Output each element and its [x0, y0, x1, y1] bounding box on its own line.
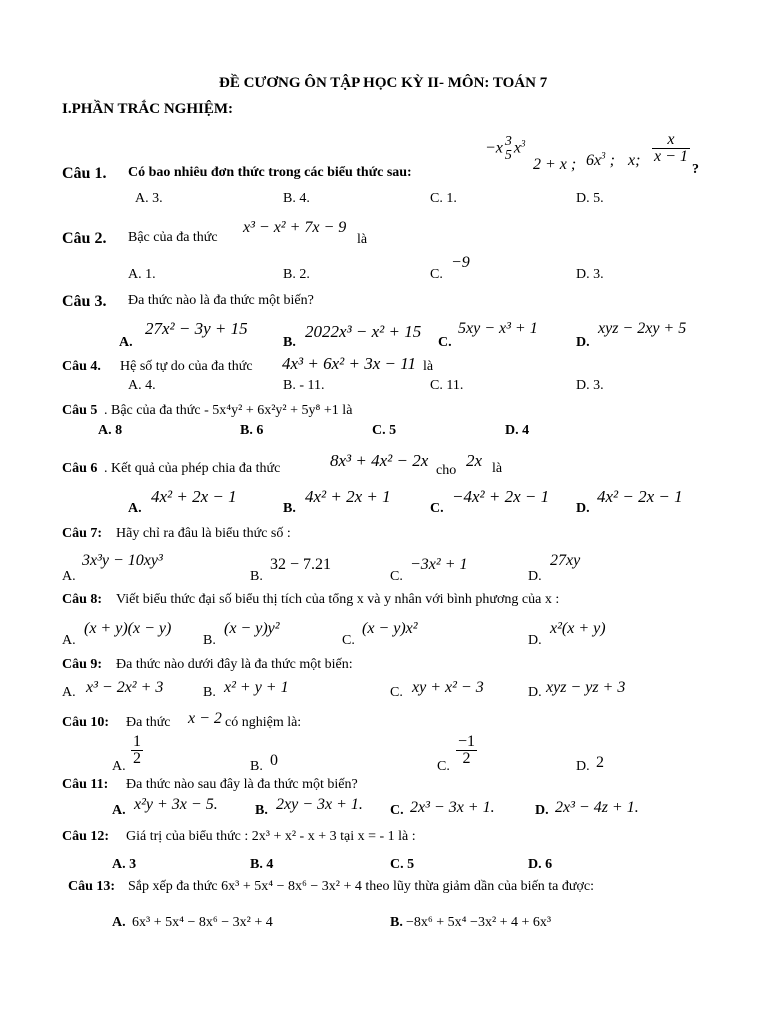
q6-label: Câu 6 [62, 461, 98, 476]
q12-option-c[interactable]: C. 5 [390, 857, 415, 872]
q8-option-c-expr: (x − y)x² [362, 620, 418, 637]
q7-option-b[interactable]: B. [250, 569, 263, 584]
q6-divisor: 2x [466, 451, 483, 470]
q8-text: Viết biểu thức đại số biểu thị tích của tổng x và y nhân với bình phương của x : [116, 592, 560, 607]
q6-text: . Kết quả của phép chia đa thức [104, 461, 281, 476]
q12-label: Câu 12: [62, 829, 110, 844]
q10-label: Câu 10: [62, 715, 110, 730]
q13-option-a-expr: 6x³ + 5x⁴ − 8x⁶ − 3x² + 4 [132, 915, 273, 930]
q2-option-a[interactable]: A. 1. [128, 267, 156, 282]
q9-option-c-expr: xy + x² − 3 [412, 679, 484, 696]
q1-expr-2: 2 + x ; [533, 156, 577, 173]
q5-option-b[interactable]: B. 6 [240, 423, 264, 438]
q2-expr: x³ − x² + 7x − 9 [243, 219, 347, 236]
q1-option-c[interactable]: C. 1. [430, 191, 457, 206]
q5-option-a[interactable]: A. 8 [98, 423, 123, 438]
q10-option-a[interactable]: A. [112, 759, 126, 774]
q5-option-c[interactable]: C. 5 [372, 423, 397, 438]
q8-option-c[interactable]: C. [342, 633, 355, 648]
q4-option-a[interactable]: A. 4. [128, 378, 156, 393]
q11-option-c[interactable]: C. [390, 803, 404, 818]
q6-option-b[interactable]: B. [283, 501, 296, 516]
q9-label: Câu 9: [62, 657, 103, 672]
q9-option-d[interactable]: D. [528, 685, 542, 700]
q10-option-c-expr: $\frac{-1}{2}$ [458, 733, 476, 767]
q10-option-b-expr: 0 [270, 752, 278, 769]
q13-text: Sắp xếp đa thức 6x³ + 5x⁴ − 8x⁶ − 3x² + 4 theo lũy thừa giảm dần của biến ta được: [128, 879, 594, 894]
q7-option-d-expr: 27xy [550, 552, 581, 569]
q4-option-d[interactable]: D. 3. [576, 378, 604, 393]
q8-label: Câu 8: [62, 592, 103, 607]
q10-expr: x − 2 [188, 710, 222, 727]
q8-option-b-expr: (x − y)y² [224, 620, 280, 637]
q10-option-d-expr: 2 [596, 754, 604, 771]
q11-option-b-expr: 2xy − 3x + 1. [276, 796, 363, 813]
q3-option-d-expr: xyz − 2xy + 5 [598, 320, 687, 337]
q6-option-b-expr: 4x² + 2x + 1 [305, 487, 391, 506]
q8-option-d[interactable]: D. [528, 633, 542, 648]
q5-label: Câu 5 [62, 403, 98, 418]
q1-expr-4: x; [628, 152, 641, 169]
q11-text: Đa thức nào sau đây là đa thức một biến? [126, 777, 358, 792]
q4-label: Câu 4. [62, 359, 101, 374]
page-title: ĐỀ CƯƠNG ÔN TẬP HỌC KỲ II- MÔN: TOÁN 7 [219, 75, 548, 91]
q6-option-d-expr: 4x² − 2x − 1 [597, 487, 683, 506]
q1-expr-1: −x 3 5 $x^3$ [485, 134, 526, 163]
q11-option-c-expr: 2x³ − 3x + 1. [410, 799, 495, 816]
q4-option-b[interactable]: B. - 11. [283, 378, 325, 393]
q13-option-a[interactable]: A. [112, 915, 126, 930]
q4-tail: là [423, 359, 434, 374]
q11-option-d-expr: 2x³ − 4z + 1. [555, 799, 639, 816]
q1-option-a[interactable]: A. 3. [135, 191, 163, 206]
q1-label: Câu 1. [62, 165, 107, 182]
q3-option-b-expr: 2022x³ − x² + 15 [305, 322, 422, 341]
q7-option-a[interactable]: A. [62, 569, 76, 584]
q11-option-b[interactable]: B. [255, 803, 268, 818]
q11-option-d[interactable]: D. [535, 803, 549, 818]
q3-option-a-expr: 27x² − 3y + 15 [145, 319, 248, 338]
q10-option-b[interactable]: B. [250, 759, 263, 774]
q6-option-c[interactable]: C. [430, 501, 444, 516]
q9-text: Đa thức nào dưới đây là đa thức một biến: [116, 657, 353, 672]
q1-expr-3: $6x^3$ ; [586, 150, 615, 169]
q4-text: Hệ số tự do của đa thức [120, 359, 253, 374]
q9-option-a[interactable]: A. [62, 685, 76, 700]
q9-option-b[interactable]: B. [203, 685, 216, 700]
q8-option-b[interactable]: B. [203, 633, 216, 648]
q2-option-b[interactable]: B. 2. [283, 267, 310, 282]
q10-option-c[interactable]: C. [437, 759, 450, 774]
q10-tail: có nghiệm là: [225, 715, 302, 730]
q3-option-c[interactable]: C. [438, 335, 452, 350]
q3-option-c-expr: 5xy − x³ + 1 [458, 320, 538, 337]
q3-option-a[interactable]: A. [119, 335, 133, 350]
q12-option-d[interactable]: D. 6 [528, 857, 553, 872]
q2-option-c-value: −9 [451, 254, 470, 271]
q11-label: Câu 11: [62, 777, 109, 792]
q12-option-b[interactable]: B. 4 [250, 857, 274, 872]
q9-option-c[interactable]: C. [390, 685, 403, 700]
q3-option-d[interactable]: D. [576, 335, 590, 350]
q8-option-d-expr: x²(x + y) [550, 620, 606, 637]
q2-option-c[interactable]: C. [430, 267, 443, 282]
q9-option-b-expr: x² + y + 1 [224, 679, 289, 696]
q2-tail: là [357, 232, 368, 247]
q5-option-d[interactable]: D. 4 [505, 423, 530, 438]
q9-option-a-expr: x³ − 2x² + 3 [86, 679, 164, 696]
q1-text: Có bao nhiêu đơn thức trong các biểu thức sau: [128, 165, 412, 180]
q11-option-a[interactable]: A. [112, 803, 126, 818]
q7-option-c[interactable]: C. [390, 569, 403, 584]
q6-tail: là [492, 461, 503, 476]
q2-text: Bậc của đa thức [128, 230, 218, 245]
q3-label: Câu 3. [62, 293, 107, 310]
q10-text: Đa thức [126, 715, 171, 730]
q2-label: Câu 2. [62, 230, 107, 247]
q4-option-c[interactable]: C. 11. [430, 378, 464, 393]
q3-option-b[interactable]: B. [283, 335, 296, 350]
q1-expr-5: $\frac{x}{x - 1}$ [654, 131, 688, 165]
q3-text: Đa thức nào là đa thức một biến? [128, 293, 314, 308]
q12-text: Giá trị của biểu thức : 2x³ + x² - x + 3 tại x = - 1 là : [126, 829, 416, 844]
q10-option-d[interactable]: D. [576, 759, 590, 774]
q8-option-a-expr: (x + y)(x − y) [84, 620, 172, 637]
q2-option-d[interactable]: D. 3. [576, 267, 604, 282]
q6-expr: 8x³ + 4x² − 2x [330, 451, 429, 470]
q5-text: . Bậc của đa thức - 5x⁴y² + 6x²y² + 5y⁸ +1 là [104, 403, 353, 418]
q6-option-d[interactable]: D. [576, 501, 590, 516]
q7-option-c-expr: −3x² + 1 [410, 556, 468, 573]
q10-option-a-expr: $\frac{1}{2}$ [133, 733, 141, 767]
q1-option-d[interactable]: D. 5. [576, 191, 604, 206]
q13-option-b-expr: −8x⁶ + 5x⁴ −3x² + 4 + 6x³ [406, 915, 552, 930]
q6-option-a[interactable]: A. [128, 501, 142, 516]
q6-mid: cho [436, 463, 457, 478]
q13-option-b[interactable]: B. [390, 915, 403, 930]
q7-option-a-expr: 3x³y − 10xy³ [82, 552, 163, 569]
q7-label: Câu 7: [62, 526, 103, 541]
q1-option-b[interactable]: B. 4. [283, 191, 310, 206]
q7-text: Hãy chỉ ra đâu là biểu thức số : [116, 526, 291, 541]
q12-option-a[interactable]: A. 3 [112, 857, 137, 872]
q8-option-a[interactable]: A. [62, 633, 76, 648]
q7-option-b-expr: 32 − 7.21 [270, 556, 332, 573]
q6-option-c-expr: −4x² + 2x − 1 [452, 487, 550, 506]
q7-option-d[interactable]: D. [528, 569, 542, 584]
q11-option-a-expr: x²y + 3x − 5. [134, 796, 218, 813]
q4-expr: 4x³ + 6x² + 3x − 11 [282, 354, 416, 373]
section-heading: I.PHẦN TRẮC NGHIỆM: [62, 101, 233, 117]
q9-option-d-expr: xyz − yz + 3 [546, 679, 626, 696]
q1-qmark: ? [692, 162, 699, 177]
q13-label: Câu 13: [68, 879, 116, 894]
q6-option-a-expr: 4x² + 2x − 1 [151, 487, 237, 506]
